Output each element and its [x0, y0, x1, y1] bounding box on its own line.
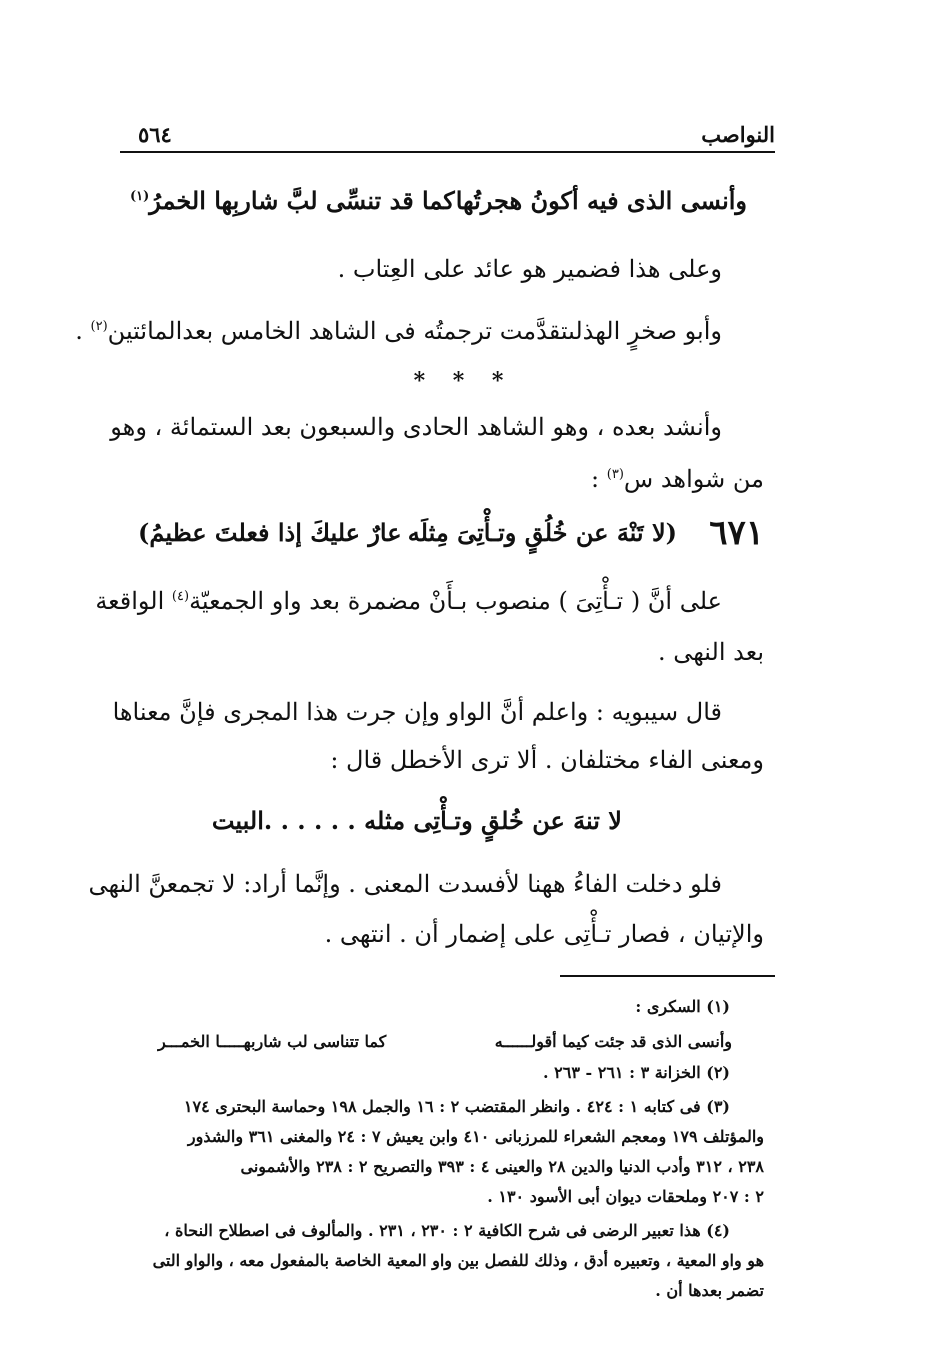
witness-number: ٦٧١ [709, 513, 764, 553]
page-header [120, 118, 775, 152]
body-line: من شواهد س$^{(٣)}$ : [591, 465, 764, 493]
body-line: وعلى هذا فضمير هو عائد على العِتاب . [337, 255, 722, 283]
body-line: فلو دخلت الفاءُ ههنا لأفسدت المعنى . وإنَّما أراد: لا تجمعنَّ النهى [88, 870, 722, 898]
footnote-marker: (٤) [171, 589, 190, 604]
footnote-4-line: (٤) هذا تعبير الرضى فى شرح الكافية ٢ : ٢٣٠ ، ٢٣١ . والمألوف فى اصطلاح النحاة ، [164, 1221, 730, 1240]
section-separator: * * * [413, 368, 514, 394]
header-divider [120, 151, 775, 153]
page-number: ٥٦٤ [138, 122, 172, 147]
footnote-divider [560, 975, 775, 977]
footnote-3-line: ٢٣٨ ، ٣١٢ وأدب الدنيا والدين ٢٨ والعينى ٤ : ٣٩٣ والتصريح ٢ : ٢٣٨ والأشمونى [240, 1157, 764, 1176]
footnote-4-line: هو واو المعية ، وتعبيره أدق ، وذلك للفصل بين واو المعية الخاصة بالمفعول معه ، والواو التى [152, 1251, 764, 1270]
body-line: وأبو صخرٍ الهذلىتقدَّمت ترجمتُه فى الشاهد الخامس بعدالمائتين$^{(٢)}$ . [75, 317, 722, 345]
footnote-1-title: (١) السكرى : [635, 997, 730, 1016]
body-line: على أنَّ ( تـأْتِىَ ) منصوب بـأَنْ مضمرة بعد واو الجمعيّة$^{(٤)}$ الواقعة [95, 587, 722, 615]
body-line: وأنشد بعده ، وهو الشاهد الحادى والسبعون بعد الستمائة ، وهو [110, 413, 722, 441]
body-line: بعد النهى . [657, 638, 764, 666]
footnote-4-line: تضمر بعدها أن . [655, 1281, 764, 1300]
footnote-3-line: ٢ : ٢٠٧ وملحقات ديوان أبى الأسود ١٣٠ . [487, 1187, 764, 1206]
witness-left-hemistich: عارٌ عليكَ إذا فعلتَ عظيمُ) [138, 518, 402, 547]
body-line: والإتيان ، فصار تـأْتِى على إضمار أن . انتهى . [324, 920, 764, 948]
footnote-3-line: (٣) فى كتابه ١ : ٤٢٤ . وانظر المقتضب ٢ : ١٦ والجمل ١٩٨ وحماسة البحترى ١٧٤ [183, 1097, 730, 1116]
footnote-1-left-hemistich: كما تتناسى لب شاربهـــــا الخمـــر [158, 1032, 387, 1051]
body-line: قال سيبويه : واعلم أنَّ الواو وإن جرت هذا المجرى فإنَّ معناها [112, 698, 722, 726]
footnote-marker: (٢) [90, 319, 108, 334]
chapter-title: النواصب [701, 122, 775, 147]
footnote-1-right-hemistich: وأنسى الذى قد جئت كيما أقولــــــه [494, 1032, 732, 1051]
footnote-marker: (٣) [606, 467, 624, 482]
verse1-right-hemistich: وأنسى الذى فيه أكونُ هجرتُها [455, 186, 747, 215]
witness-right-hemistich: (لا تَنْهَ عن خُلُقٍ وتـأْتِىَ مِثلَه [407, 518, 677, 547]
footnote-3-line: والمؤتلف ١٧٩ ومعجم الشعراء للمرزبانى ٤١٠ وابن يعيش ٧ : ٢٤ والمغنى ٣٦١ والشذور [187, 1127, 764, 1146]
body-line: ومعنى الفاء مختلفان . ألا ترى الأخطل قال : [330, 746, 764, 774]
footnote-2: (٢) الخزانة ٣ : ٢٦١ - ٢٦٣ . [543, 1063, 730, 1082]
footnote-marker: (١) [130, 189, 150, 204]
quoted-verse: لا تنهَ عن خُلقٍ وتـأْتِى مثله . . . . . .البيت [211, 806, 622, 835]
verse1-left-hemistich: كما قد تنسِّى لبَّ شاربِها الخمرُ$^{(١)}$ [130, 186, 455, 215]
